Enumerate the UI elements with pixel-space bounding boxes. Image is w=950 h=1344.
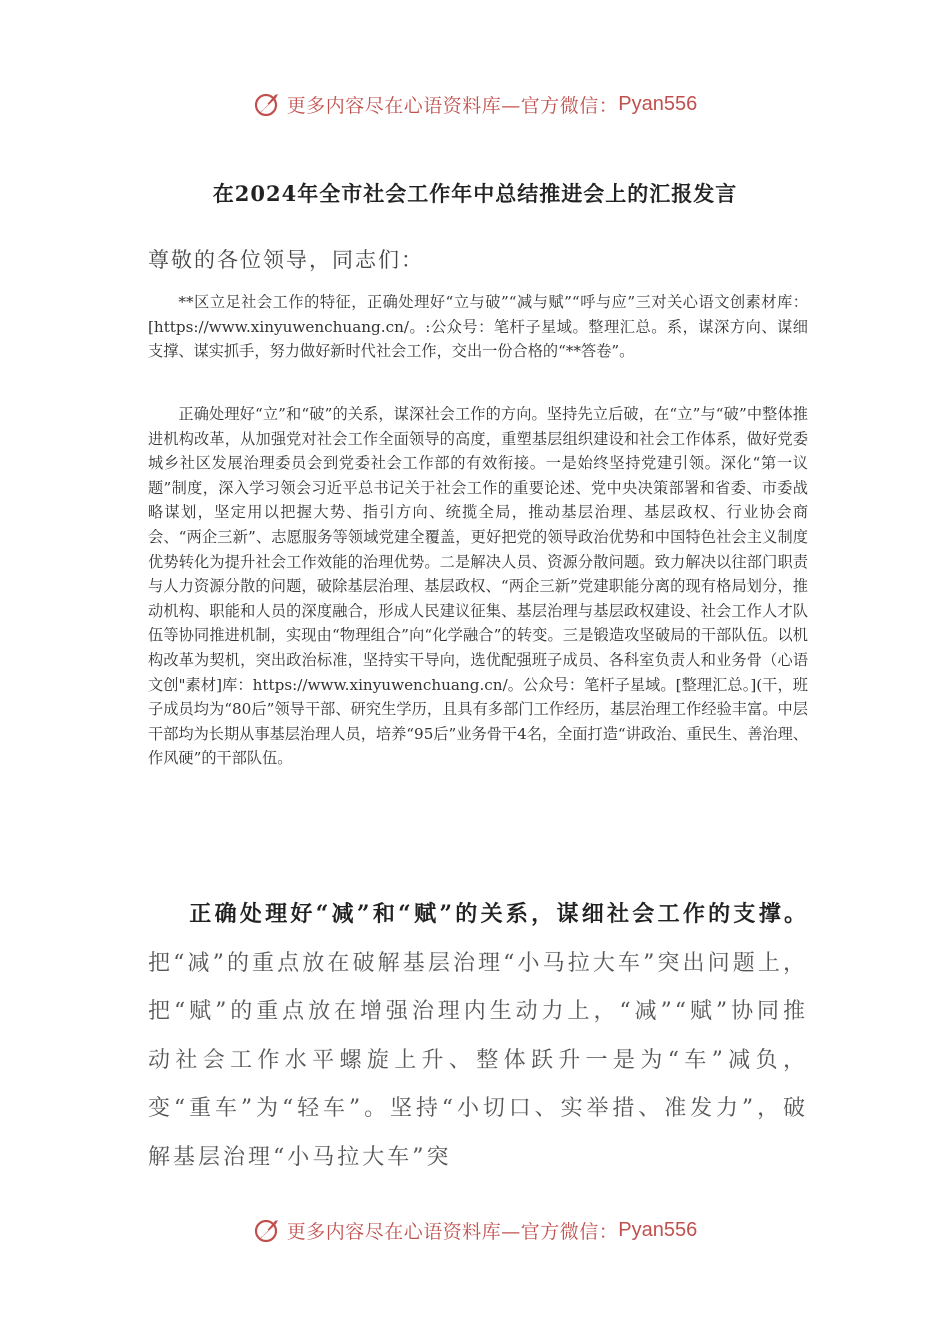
salutation: 尊敬的各位领导，同志们： [148, 248, 424, 272]
quill-logo-icon [253, 1216, 281, 1244]
watermark-id: Pyan556 [618, 92, 698, 115]
paragraph-lead: 正确处理好“减”和“赋”的关系，谋细社会工作的支撑。 [188, 901, 808, 927]
paragraph-intro: **区立足社会工作的特征，正确处理好“立与破”“减与赋”“呼与应”三对关心语文创素材库：[https://www.xinyuwenchuang.cn/。:公众号：笔杆子星域。整理汇总。系，谋深方向、谋细支撑、谋实抓手，努力做好新时代社会工作，交出一份合格的“**答卷”。 [148, 293, 808, 361]
paragraph-jian-fu [148, 890, 808, 1183]
watermark-banner-bottom [0, 1210, 950, 1250]
document-title: 在2024年全市社会工作年中总结推进会上的汇报发言 [212, 181, 738, 206]
watermark-banner-top [0, 84, 950, 124]
paragraph-body: 把“减”的重点放在破解基层治理“小马拉大车”突出问题上，把“赋”的重点放在增强治理内生动力上，“减”“赋”协同推动社会工作水平螺旋上升、整体跃升一是为“车”减负，变“重车”为“轻车”。坚持“小切口、实举措、准发力”，破解基层治理“小马拉大车”突 [148, 950, 808, 1170]
watermark-id: Pyan556 [618, 1218, 698, 1241]
watermark-text: 更多内容尽在心语资料库—官方微信： [286, 94, 619, 117]
paragraph-li-po: 正确处理好“立”和“破”的关系，谋深社会工作的方向。坚持先立后破，在“立”与“破”中整体推进机构改革，从加强党对社会工作全面领导的高度，重塑基层组织建设和社会工作体系，做好党委城乡社区发展治理委员会到党委社会工作部的有效衔接。一是始终坚持党建引领。深化“第一议题”制度，深入学习领会习近平总书记关于社会工作的重要论述、党中央决策部署和省委、市委战略谋划，坚定用以把握大势、指引方向、统揽全局，推动基层治理、基层政权、行业协会商会、“两企三新”、志愿服务等领域党建全覆盖，更好把党的领导政治优势和中国特色社会主义制度优势转化为提升社会工作效能的治理优势。二是解决人员、资源分散问题。致力解决以往部门职责与人力资源分散的问题，破除基层治理、基层政权、“两企三新”党建职能分离的现有格局划分，推动机构、职能和人员的深度融合，形成人民建议征集、基层治理与基层政权建设、社会工作人才队伍等协同推进机制，实现由“物理组合”向“化学融合”的转变。三是锻造攻坚破局的干部队伍。以机构改革为契机，突出政治标准，坚持实干导向，选优配强班子成员、各科室负责人和业务骨（心语文创"素材]库：https://www.xinyuwenchuang.cn/。公众号：笔杆子星域。[整理汇总。](干，班子成员均为“80后”领导干部、研究生学历，且具有多部门工作经历，基层治理工作经验丰富。中层干部均为长期从事基层治理人员，培养“95后”业务骨干4名，全面打造“讲政治、重民生、善治理、作风硬”的干部队伍。 [148, 405, 808, 768]
quill-logo-icon [253, 90, 281, 118]
watermark-text: 更多内容尽在心语资料库—官方微信： [286, 1220, 619, 1243]
